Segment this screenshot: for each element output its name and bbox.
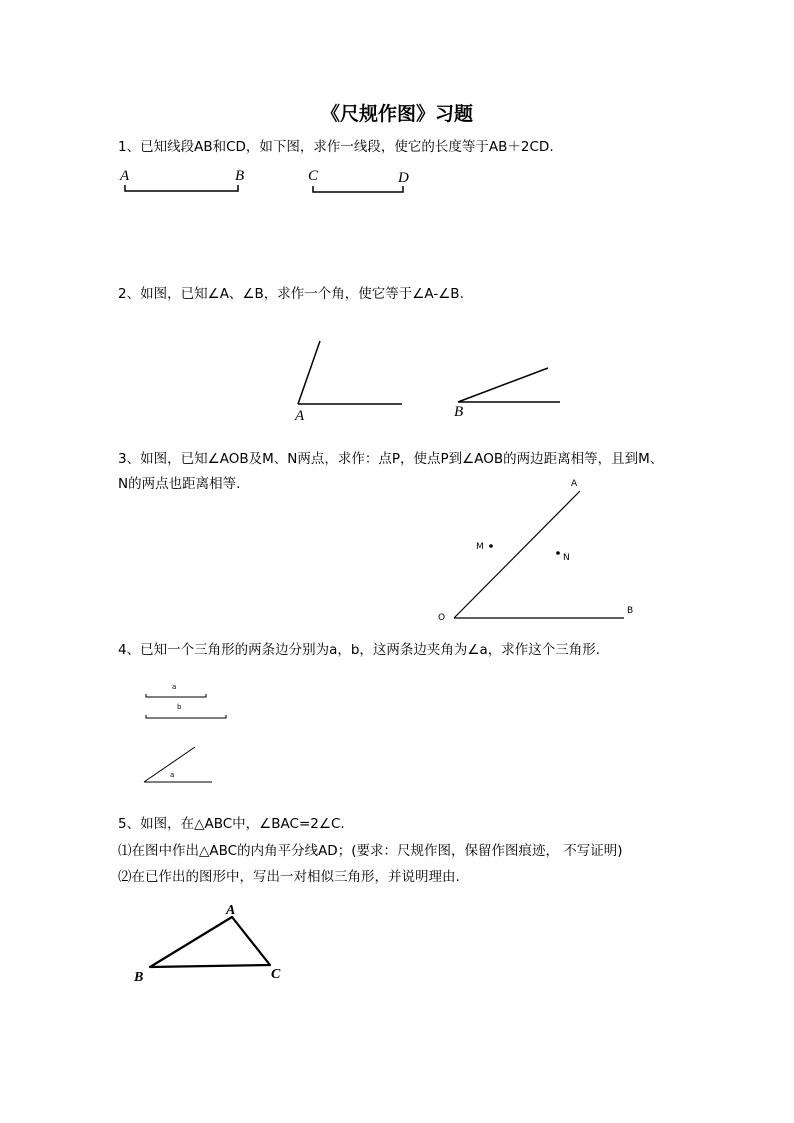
question-4-text: 4、已知一个三角形的两条边分别为a，b，这两条边夹角为∠a，求作这个三角形. [118, 642, 601, 658]
segment-a [146, 694, 206, 697]
triangle-abc [150, 917, 270, 967]
label-m: M [476, 542, 484, 552]
label-b: B [134, 970, 144, 985]
label-a: A [120, 168, 130, 184]
segment-b [146, 715, 226, 718]
ray-oa [454, 491, 580, 618]
label-angle-b: B [454, 404, 464, 420]
label-b: B [235, 168, 245, 184]
question-2-figure [290, 335, 580, 425]
question-3-line-1: 3、如图，已知∠AOB及M、N两点，求作：点P，使点P到∠AOB的两边距离相等，且到M、 [118, 451, 664, 467]
segment-ab [125, 185, 238, 191]
label-angle-a: A [295, 408, 305, 424]
label-a: A [226, 903, 236, 918]
segment-cd [313, 186, 403, 192]
point-m [489, 544, 493, 548]
question-5-figure [125, 895, 300, 990]
label-seg-a: a [172, 683, 177, 691]
label-d: D [398, 170, 409, 186]
label-angle: a [170, 771, 175, 779]
label-a: A [571, 479, 578, 489]
angle-a-side [298, 341, 320, 404]
point-n [556, 551, 560, 555]
question-1-text: 1、已知线段AB和CD，如下图，求作一线段，使它的长度等于AB＋2CD. [118, 139, 554, 155]
label-n: N [563, 553, 570, 563]
question-4-figure [140, 678, 235, 790]
question-2-text: 2、如图，已知∠A、∠B，求作一个角，使它等于∠A-∠B. [118, 286, 464, 302]
question-5-line-3: ⑵在已作出的图形中，写出一对相似三角形，并说明理由. [118, 869, 460, 885]
label-o: O [438, 613, 446, 623]
question-5-line-2: ⑴在图中作出△ABC的内角平分线AD；(要求：尺规作图，保留作图痕迹， 不写证明) [118, 843, 623, 859]
question-3-figure [430, 475, 645, 625]
angle-b-side [458, 368, 548, 402]
label-c: C [271, 967, 281, 982]
question-1-figure [110, 160, 430, 205]
page-title: 《尺规作图》习题 [320, 103, 473, 125]
label-c: C [308, 168, 319, 184]
question-3-line-2: N的两点也距离相等. [118, 476, 241, 492]
label-b: B [627, 606, 634, 616]
question-5-line-1: 5、如图，在△ABC中，∠BAC=2∠C. [118, 816, 345, 832]
label-seg-b: b [177, 703, 182, 711]
